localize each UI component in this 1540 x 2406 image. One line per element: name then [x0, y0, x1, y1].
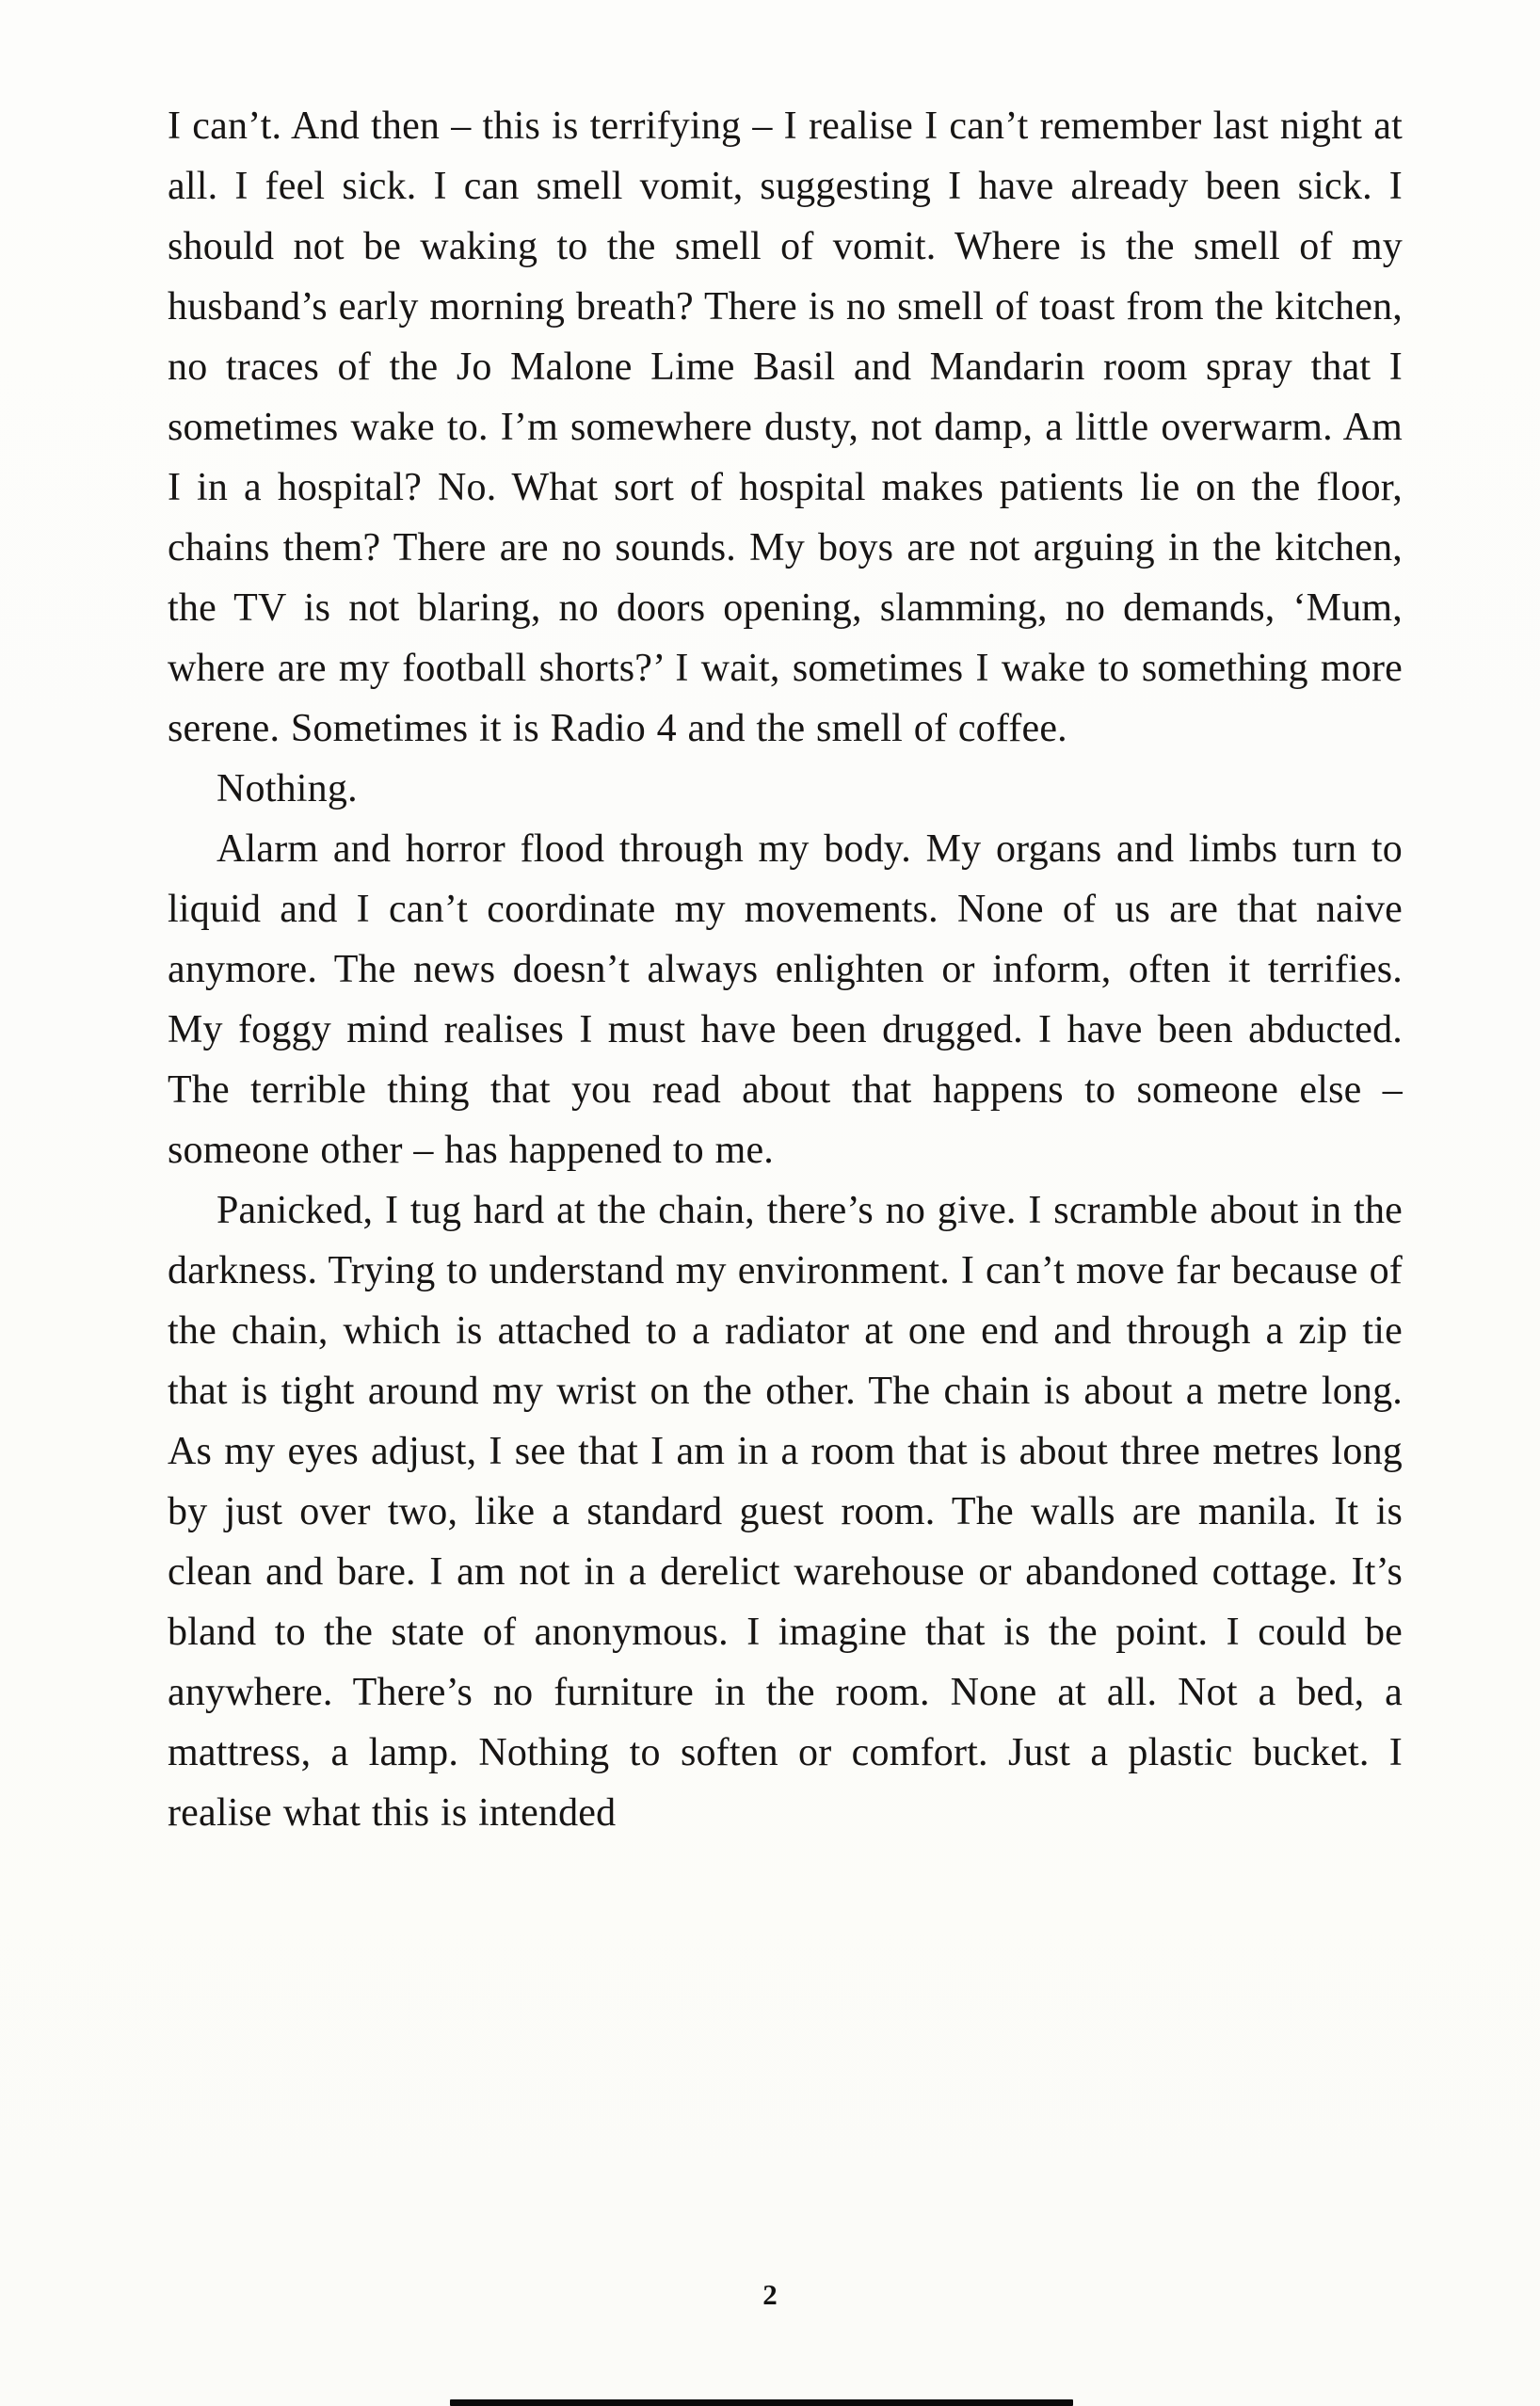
- paragraph-panicked: Panicked, I tug hard at the chain, there’s no give. I scramble about in the darkness. Trying to understand my environment. I can’t move far because of the chain, which is attached to a radiator at one end and through a zip tie that is tight around my wrist on the other. The chain is about a metre long. As my eyes adjust, I see that I am in a room that is about three metres long by just over two, like a standard guest room. The walls are manila. It is clean and bare. I am not in a derelict warehouse or abandoned cottage. It’s bland to the state of anonymous. I imagine that is the point. I could be anywhere. There’s no furniture in the room. None at all. Not a bed, a mattress, a lamp. Nothing to soften or comfort. Just a plastic bucket. I realise what this is intended: [168, 1189, 1403, 1835]
- paragraph-alarm: Alarm and horror flood through my body. My organs and limbs turn to liquid and I can’t coordinate my movements. None of us are that naive anymore. The news doesn’t always enlighten or inform, often it terrifies. My foggy mind realises I must have been drugged. I have been abducted. The terrible thing that you read about that happens to someone else – someone other – has happened to me.: [168, 827, 1403, 1172]
- scan-edge-mark: [450, 2399, 1073, 2406]
- paragraph-nothing: Nothing.: [217, 767, 358, 810]
- body-text: [168, 96, 1403, 1843]
- page-number: 2: [762, 2278, 778, 2311]
- paragraph-continuation: I can’t. And then – this is terrifying – I realise I can’t remember last night at all. I feel sick. I can smell vomit, suggesting I have already been sick. I should not be waking to the smell of vomit. Where is the smell of my husband’s early morning breath? There is no smell of toast from the kitchen, no traces of the Jo Malone Lime Basil and Mandarin room spray that I sometimes wake to. I’m somewhere dusty, not damp, a little overwarm. Am I in a hospital? No. What sort of hospital makes patients lie on the floor, chains them? There are no sounds. My boys are not arguing in the kitchen, the TV is not blaring, no doors opening, slamming, no demands, ‘Mum, where are my football shorts?’ I wait, sometimes I wake to something more serene. Sometimes it is Radio 4 and the smell of coffee.: [168, 104, 1403, 750]
